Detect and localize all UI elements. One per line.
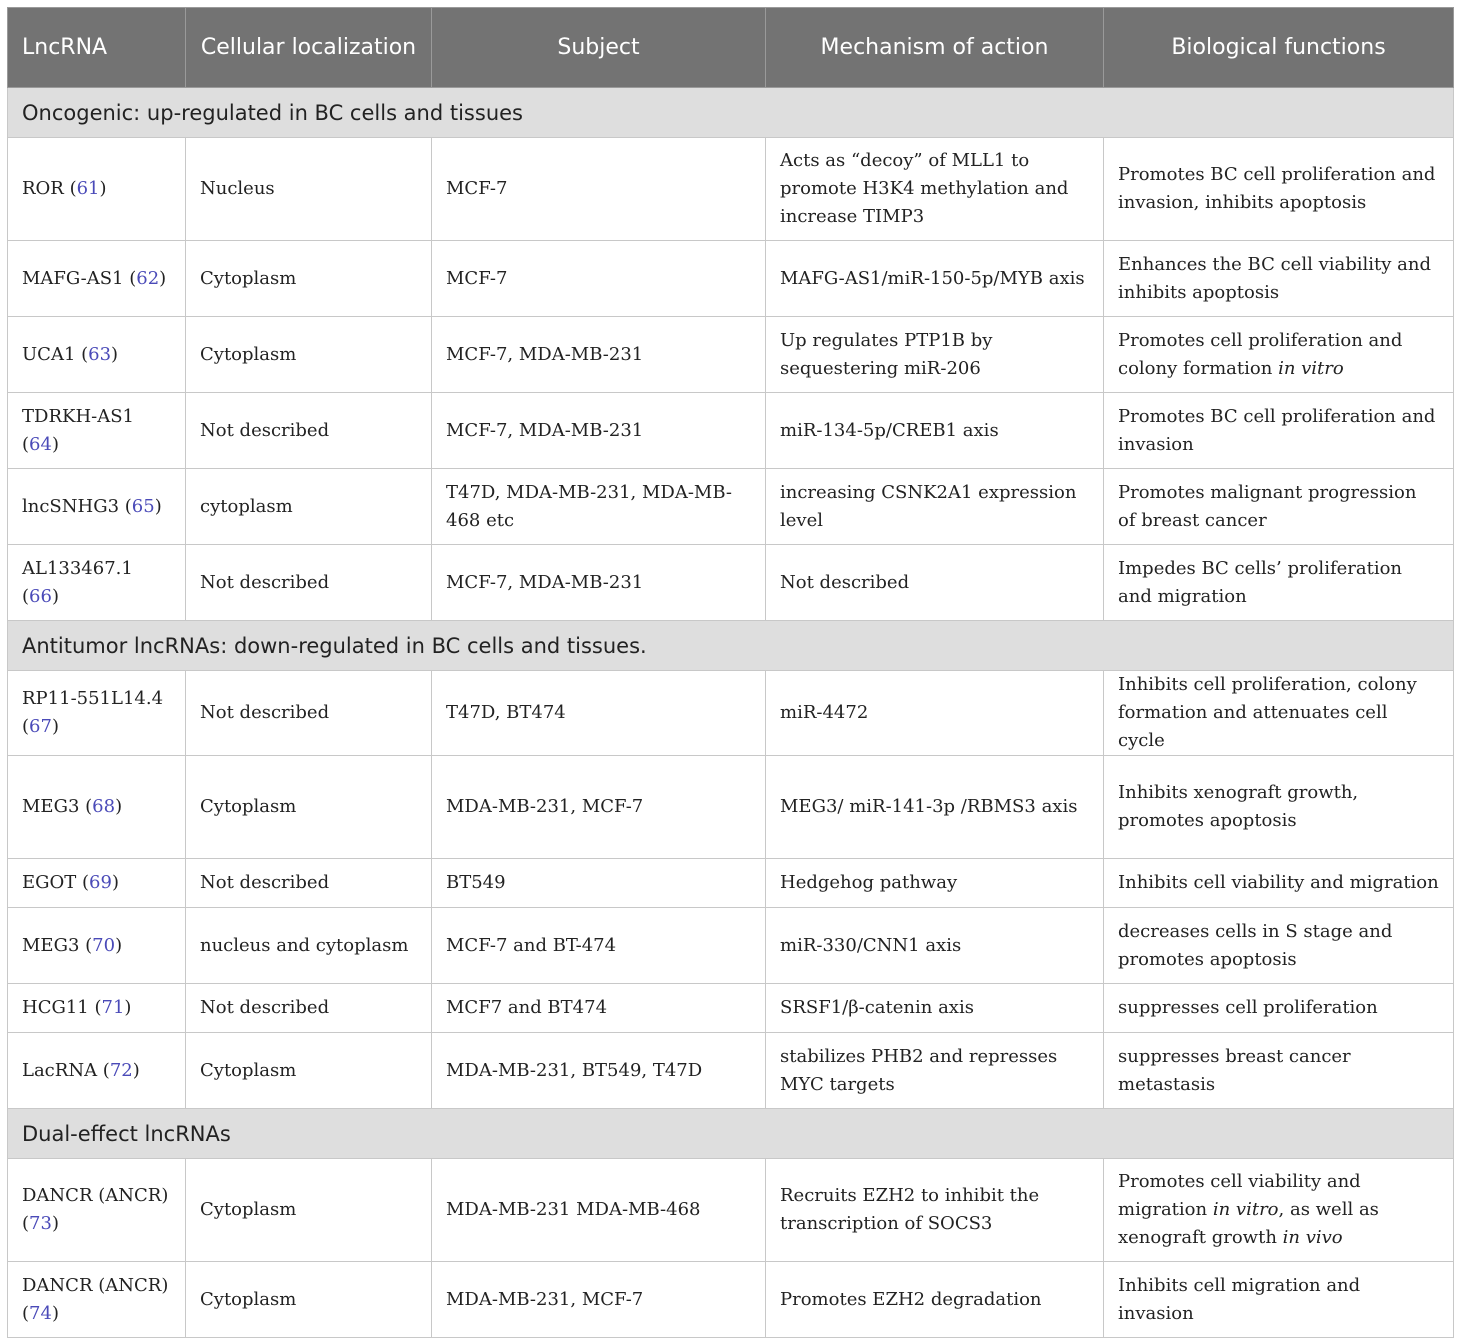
reference-link: 63 bbox=[88, 343, 112, 365]
cell-biological-function bbox=[1104, 1033, 1454, 1109]
table-row bbox=[8, 545, 1454, 621]
header-row bbox=[8, 8, 1454, 88]
table-row bbox=[8, 671, 1454, 756]
function-text: Promotes malignant progression of breast cancer bbox=[1118, 481, 1417, 531]
reference-link: 72 bbox=[109, 1059, 133, 1081]
table-row bbox=[8, 138, 1454, 241]
table-row bbox=[8, 984, 1454, 1033]
function-text: suppresses breast cancer metastasis bbox=[1118, 1045, 1351, 1095]
cell-localization: Not described bbox=[186, 859, 432, 908]
cell-mechanism: Recruits EZH2 to inhibit the transcription of SOCS3 bbox=[766, 1159, 1104, 1262]
lncrna-name: DANCR (ANCR) ( bbox=[22, 1274, 169, 1324]
ref-close-paren: ) bbox=[154, 495, 162, 517]
cell-biological-function bbox=[1104, 393, 1454, 469]
cell-lncrna bbox=[8, 469, 186, 545]
cell-localization: Cytoplasm bbox=[186, 241, 432, 317]
lncrna-name: HCG11 ( bbox=[22, 997, 102, 1018]
ref-close-paren: ) bbox=[51, 433, 59, 455]
table-row bbox=[8, 241, 1454, 317]
lncrna-name: MEG3 ( bbox=[22, 796, 93, 817]
cell-localization: Not described bbox=[186, 671, 432, 756]
function-text: suppresses cell proliferation bbox=[1118, 997, 1378, 1018]
cell-mechanism: miR-134-5p/CREB1 axis bbox=[766, 393, 1104, 469]
cell-lncrna bbox=[8, 393, 186, 469]
lncrna-name: EGOT ( bbox=[22, 872, 90, 893]
cell-mechanism: miR-330/CNN1 axis bbox=[766, 908, 1104, 984]
ref-close-paren: ) bbox=[99, 178, 107, 199]
cell-biological-function bbox=[1104, 469, 1454, 545]
ref-close-paren: ) bbox=[124, 997, 132, 1018]
function-italic: in vitro bbox=[1278, 357, 1344, 379]
cell-mechanism: MEG3/ miR-141-3p /RBMS3 axis bbox=[766, 756, 1104, 859]
function-italic-2: in vivo bbox=[1282, 1227, 1343, 1248]
cell-mechanism: Promotes EZH2 degradation bbox=[766, 1262, 1104, 1338]
cell-lncrna bbox=[8, 671, 186, 756]
reference-link: 65 bbox=[131, 495, 155, 517]
cell-mechanism: stabilizes PHB2 and represses MYC targets bbox=[766, 1033, 1104, 1109]
reference-link: 66 bbox=[29, 585, 52, 607]
cell-localization: cytoplasm bbox=[186, 469, 432, 545]
reference-link: 69 bbox=[89, 872, 112, 893]
cell-localization: Cytoplasm bbox=[186, 1262, 432, 1338]
function-text: decreases cells in S stage and promotes apoptosis bbox=[1118, 920, 1393, 970]
reference-link: 73 bbox=[29, 1213, 52, 1234]
reference-link: 62 bbox=[136, 267, 160, 289]
table-row bbox=[8, 393, 1454, 469]
cell-biological-function bbox=[1104, 545, 1454, 621]
cell-subject: MCF-7 and BT-474 bbox=[432, 908, 766, 984]
lncrna-name: MAFG-AS1 ( bbox=[22, 267, 137, 289]
cell-lncrna bbox=[8, 756, 186, 859]
table-row bbox=[8, 756, 1454, 859]
cell-biological-function bbox=[1104, 859, 1454, 908]
cell-lncrna bbox=[8, 984, 186, 1033]
lncrna-name: UCA1 ( bbox=[22, 343, 89, 365]
ref-close-paren: ) bbox=[111, 872, 119, 893]
function-text: Impedes BC cells’ proliferation and migration bbox=[1118, 557, 1403, 607]
cell-subject: MCF-7 bbox=[432, 241, 766, 317]
cell-subject: MDA-MB-231, MCF-7 bbox=[432, 756, 766, 859]
cell-localization: Not described bbox=[186, 984, 432, 1033]
cell-subject: MCF-7, MDA-MB-231 bbox=[432, 317, 766, 393]
function-text: Inhibits cell viability and migration bbox=[1118, 872, 1439, 893]
ref-close-paren: ) bbox=[115, 934, 123, 956]
cell-mechanism: Not described bbox=[766, 545, 1104, 621]
cell-lncrna bbox=[8, 859, 186, 908]
cell-lncrna bbox=[8, 545, 186, 621]
reference-link: 61 bbox=[76, 178, 100, 199]
cell-localization: Cytoplasm bbox=[186, 756, 432, 859]
ref-close-paren: ) bbox=[132, 1059, 140, 1081]
cell-biological-function bbox=[1104, 671, 1454, 756]
function-text: Inhibits cell migration and invasion bbox=[1118, 1274, 1361, 1324]
cell-subject: MCF-7, MDA-MB-231 bbox=[432, 545, 766, 621]
lncrna-name: ROR ( bbox=[22, 178, 77, 199]
function-text: Promotes BC cell proliferation and invasion, inhibits apoptosis bbox=[1118, 164, 1436, 213]
cell-localization: Nucleus bbox=[186, 138, 432, 241]
cell-mechanism: SRSF1/β-catenin axis bbox=[766, 984, 1104, 1033]
function-text: Promotes cell proliferation and colony formation bbox=[1118, 329, 1403, 379]
table-body bbox=[8, 88, 1454, 1338]
function-text: Inhibits xenograft growth, promotes apoptosis bbox=[1118, 782, 1359, 831]
ref-close-paren: ) bbox=[159, 267, 167, 289]
cell-localization: Not described bbox=[186, 545, 432, 621]
cell-lncrna bbox=[8, 908, 186, 984]
function-text-continued: , as well as xenograft growth bbox=[1118, 1199, 1379, 1248]
cell-mechanism: increasing CSNK2A1 expression level bbox=[766, 469, 1104, 545]
reference-link: 67 bbox=[29, 716, 52, 737]
function-italic: in vitro bbox=[1212, 1199, 1279, 1220]
cell-lncrna bbox=[8, 1159, 186, 1262]
cell-biological-function bbox=[1104, 1262, 1454, 1338]
lncrna-name: AL133467.1 ( bbox=[22, 557, 133, 607]
table-row bbox=[8, 469, 1454, 545]
ref-close-paren: ) bbox=[111, 343, 119, 365]
lncrna-name: MEG3 ( bbox=[22, 934, 93, 956]
cell-mechanism: Acts as “decoy” of MLL1 to promote H3K4 methylation and increase TIMP3 bbox=[766, 138, 1104, 241]
cell-subject: MDA-MB-231, BT549, T47D bbox=[432, 1033, 766, 1109]
lncrna-name: RP11-551L14.4 ( bbox=[22, 688, 164, 737]
reference-link: 71 bbox=[101, 997, 125, 1018]
cell-subject: MCF-7 bbox=[432, 138, 766, 241]
cell-biological-function bbox=[1104, 908, 1454, 984]
cell-localization: nucleus and cytoplasm bbox=[186, 908, 432, 984]
table-row bbox=[8, 859, 1454, 908]
reference-link: 74 bbox=[29, 1302, 52, 1324]
cell-mechanism: Up regulates PTP1B by sequestering miR-206 bbox=[766, 317, 1104, 393]
header-mechanism: Mechanism of action bbox=[766, 8, 1104, 88]
section-title: Antitumor lncRNAs: down-regulated in BC cells and tissues. bbox=[8, 621, 1454, 671]
cell-localization: Cytoplasm bbox=[186, 317, 432, 393]
cell-lncrna bbox=[8, 1262, 186, 1338]
cell-mechanism: Hedgehog pathway bbox=[766, 859, 1104, 908]
header-lncrna: LncRNA bbox=[8, 8, 186, 88]
cell-subject: MCF7 and BT474 bbox=[432, 984, 766, 1033]
lncrna-name: lncSNHG3 ( bbox=[22, 495, 132, 517]
table-row bbox=[8, 1159, 1454, 1262]
cell-subject: MDA-MB-231 MDA-MB-468 bbox=[432, 1159, 766, 1262]
ref-close-paren: ) bbox=[51, 1213, 59, 1234]
lncrna-name: LacRNA ( bbox=[22, 1059, 110, 1081]
cell-biological-function bbox=[1104, 241, 1454, 317]
reference-link: 70 bbox=[92, 934, 116, 956]
header-biological-functions: Biological functions bbox=[1104, 8, 1454, 88]
cell-biological-function bbox=[1104, 756, 1454, 859]
section-title: Dual-effect lncRNAs bbox=[8, 1109, 1454, 1159]
section-row bbox=[8, 88, 1454, 138]
cell-biological-function bbox=[1104, 1159, 1454, 1262]
section-title: Oncogenic: up-regulated in BC cells and tissues bbox=[8, 88, 1454, 138]
cell-subject: T47D, MDA-MB-231, MDA-MB-468 etc bbox=[432, 469, 766, 545]
function-text: Promotes cell viability and migration bbox=[1118, 1171, 1361, 1220]
header-subject: Subject bbox=[432, 8, 766, 88]
table-header bbox=[8, 8, 1454, 88]
reference-link: 64 bbox=[29, 433, 52, 455]
lncrna-table bbox=[7, 7, 1454, 1338]
section-row bbox=[8, 621, 1454, 671]
cell-localization: Cytoplasm bbox=[186, 1033, 432, 1109]
section-row bbox=[8, 1109, 1454, 1159]
ref-close-paren: ) bbox=[51, 585, 59, 607]
cell-lncrna bbox=[8, 138, 186, 241]
cell-subject: MCF-7, MDA-MB-231 bbox=[432, 393, 766, 469]
cell-subject: MDA-MB-231, MCF-7 bbox=[432, 1262, 766, 1338]
cell-lncrna bbox=[8, 1033, 186, 1109]
cell-lncrna bbox=[8, 317, 186, 393]
table-row bbox=[8, 1033, 1454, 1109]
cell-localization: Cytoplasm bbox=[186, 1159, 432, 1262]
function-text: Inhibits cell proliferation, colony formation and attenuates cell cycle bbox=[1118, 674, 1417, 751]
cell-mechanism: MAFG-AS1/miR-150-5p/MYB axis bbox=[766, 241, 1104, 317]
cell-localization: Not described bbox=[186, 393, 432, 469]
cell-biological-function bbox=[1104, 984, 1454, 1033]
cell-lncrna bbox=[8, 241, 186, 317]
table-row bbox=[8, 317, 1454, 393]
function-text: Promotes BC cell proliferation and invasion bbox=[1118, 405, 1436, 455]
cell-mechanism: miR-4472 bbox=[766, 671, 1104, 756]
reference-link: 68 bbox=[92, 796, 116, 817]
ref-close-paren: ) bbox=[51, 716, 59, 737]
cell-subject: BT549 bbox=[432, 859, 766, 908]
header-cellular-localization: Cellular localization bbox=[186, 8, 432, 88]
table-row bbox=[8, 908, 1454, 984]
cell-biological-function bbox=[1104, 317, 1454, 393]
lncrna-name: TDRKH-AS1 ( bbox=[22, 405, 134, 455]
function-text: Enhances the BC cell viability and inhibits apoptosis bbox=[1118, 253, 1431, 303]
cell-biological-function bbox=[1104, 138, 1454, 241]
ref-close-paren: ) bbox=[115, 796, 123, 817]
ref-close-paren: ) bbox=[51, 1302, 59, 1324]
cell-subject: T47D, BT474 bbox=[432, 671, 766, 756]
table-row bbox=[8, 1262, 1454, 1338]
lncrna-name: DANCR (ANCR) ( bbox=[22, 1185, 169, 1234]
